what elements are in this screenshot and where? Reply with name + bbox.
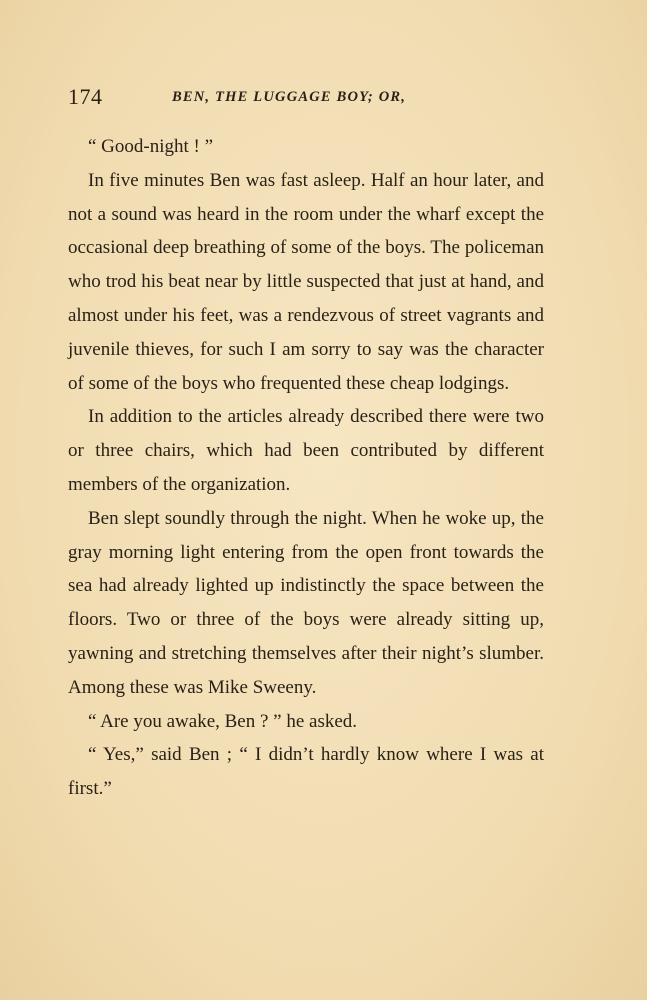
paragraph-are-you-awake: “ Are you awake, Ben ? ” he asked. [88, 710, 358, 732]
paragraph-ben-asleep: In five minutes Ben was fast asleep. Half an hour later, and not a sound was heard in the room under the wharf except the occasional deep breathing of some of the boys. The policeman who trod his beat near by little suspected that just at hand, and almost under his feet, was a rendezvous of street vagrants and juvenile thieves, for such I am sorry to say was the character of some of the boys who frequented these cheap lodgings. [68, 169, 544, 394]
running-title: BEN, THE LUGGAGE BOY; OR, [172, 89, 407, 105]
paragraph-chairs: In addition to the articles already described there were two or three chairs, which had been contributed by different members of the organization. [68, 406, 544, 495]
page-number: 174 [68, 84, 103, 109]
paragraph-morning: Ben slept soundly through the night. When he woke up, the gray morning light entering from the open front towards the sea had already lighted up indistinctly the space between the floors. Two or three of the boys were already sitting up, yawning and stretching themselves after their night’s slumber. Among these was Mike Sweeny. [68, 507, 544, 698]
paragraph-yes-said-ben: “ Yes,” said Ben ; “ I didn’t hardly know where I was at first.” [68, 744, 544, 800]
running-head [68, 84, 548, 112]
body-text [68, 130, 544, 806]
paragraph-goodnight: “ Good-night ! ” [88, 136, 214, 157]
